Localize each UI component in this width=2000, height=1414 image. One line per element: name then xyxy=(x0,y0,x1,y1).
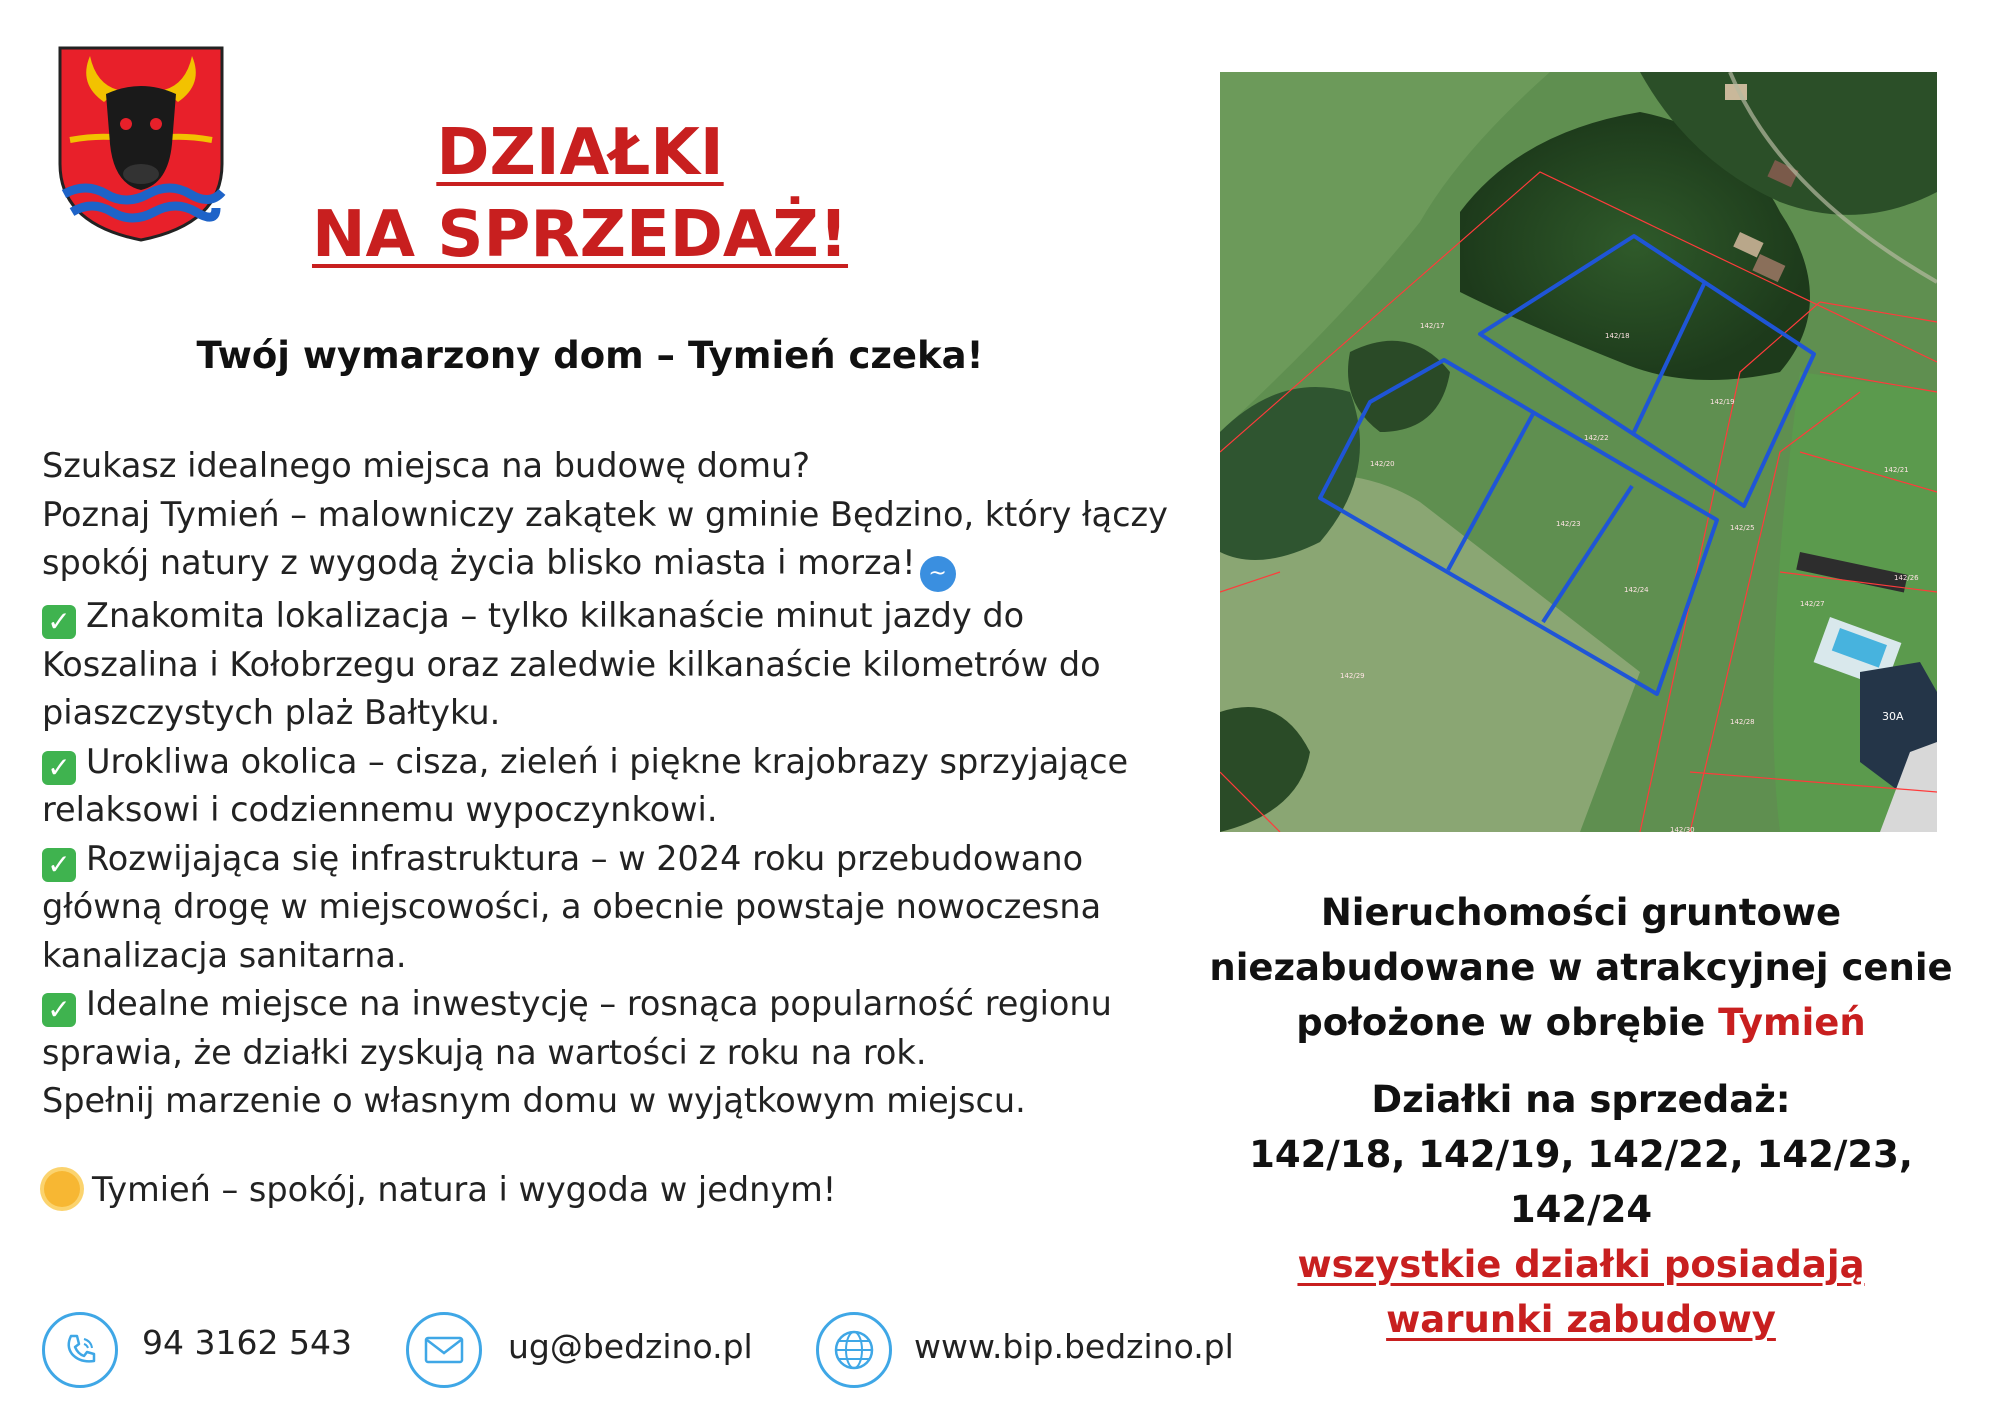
phone-number[interactable]: 94 3162 543 xyxy=(142,1323,352,1362)
parcel-label: 142/19 xyxy=(1710,398,1735,406)
parcel-label: 142/26 xyxy=(1894,574,1919,582)
check-icon: ✓ xyxy=(42,848,76,882)
offer-line-2: niezabudowane w atrakcyjnej cenie xyxy=(1209,946,1953,989)
parcel-label: 142/30 xyxy=(1670,826,1695,832)
phone-icon xyxy=(42,1312,118,1388)
parcel-label: 142/22 xyxy=(1584,434,1609,442)
parcel-label: 142/21 xyxy=(1884,466,1909,474)
headline-line-2: NA SPRZEDAŻ! xyxy=(311,198,849,272)
closing-line: Tymień – spokój, natura i wygoda w jednym! xyxy=(42,1170,1142,1209)
benefit-infrastructure: ✓ Rozwijająca się infrastruktura – w 2024 roku przebudowano główną drogę w miejscowości, a obecnie powstaje nowoczesna kanalizacja sanitarna. xyxy=(42,838,1102,975)
check-icon: ✓ xyxy=(42,605,76,639)
parcel-label: 142/28 xyxy=(1730,718,1755,726)
parcel-label: 142/25 xyxy=(1730,524,1755,532)
intro-paragraph: Poznaj Tymień – malowniczy zakątek w gminie Będzino, który łączy spokój natury z wygodą życia blisko miasta i morza! ~ xyxy=(42,491,1182,593)
plots-heading: Działki na sprzedaż: xyxy=(1371,1078,1791,1121)
offer-line-3: położone w obrębie Tymień xyxy=(1296,1001,1866,1044)
headline-line-1: DZIAŁKI xyxy=(436,116,724,190)
offer-info xyxy=(1196,885,1966,1347)
subheading: Twój wymarzony dom – Tymień czeka! xyxy=(196,334,984,377)
parcel-label: 142/17 xyxy=(1420,322,1445,330)
sun-icon xyxy=(44,1171,80,1207)
aerial-parcel-map xyxy=(1220,72,1937,832)
email-icon xyxy=(406,1312,482,1388)
call-to-action: Spełnij marzenie o własnym domu w wyjątkowym miejscu. xyxy=(42,1081,1026,1120)
benefit-location: ✓ Znakomita lokalizacja – tylko kilkanaście minut jazdy do Koszalina i Kołobrzegu oraz zaledwie kilkanaście kilometrów do piaszczystych plaż Bałtyku. xyxy=(42,596,1101,732)
check-icon: ✓ xyxy=(42,751,76,785)
coat-of-arms-logo xyxy=(56,44,226,244)
building-conditions-note-2: warunki zabudowy xyxy=(1386,1298,1776,1341)
email-address[interactable]: ug@bedzino.pl xyxy=(508,1327,753,1366)
headline xyxy=(300,112,860,276)
map-house-number: 30A xyxy=(1882,710,1904,723)
plots-list: 142/18, 142/19, 142/22, 142/23, 142/24 xyxy=(1249,1133,1913,1231)
parcel-label: 142/23 xyxy=(1556,520,1581,528)
offer-line-1: Nieruchomości gruntowe xyxy=(1320,891,1842,934)
parcel-label: 142/29 xyxy=(1340,672,1365,680)
body-text xyxy=(42,442,1182,1126)
website-link[interactable]: www.bip.bedzino.pl xyxy=(914,1327,1234,1366)
parcel-label: 142/27 xyxy=(1800,600,1825,608)
intro-question: Szukasz idealnego miejsca na budowę domu? xyxy=(42,446,811,485)
benefit-investment: ✓ Idealne miejsce na inwestycję – rosnąca popularność regionu sprawia, że działki zyskują na wartości z roku na rok. xyxy=(42,984,1112,1072)
benefit-surroundings: ✓ Urokliwa okolica – cisza, zieleń i piękne krajobrazy sprzyjające relaksowi i codziennemu wypoczynkowi. xyxy=(42,741,1129,829)
check-icon: ✓ xyxy=(42,993,76,1027)
building-conditions-note-1: wszystkie działki posiadają xyxy=(1297,1243,1865,1286)
parcel-label: 142/24 xyxy=(1624,586,1649,594)
parcel-label: 142/20 xyxy=(1370,460,1395,468)
wave-icon: ~ xyxy=(920,556,956,592)
parcel-label: 142/18 xyxy=(1605,332,1630,340)
globe-icon xyxy=(816,1312,892,1388)
place-name: Tymień xyxy=(1718,1001,1866,1044)
